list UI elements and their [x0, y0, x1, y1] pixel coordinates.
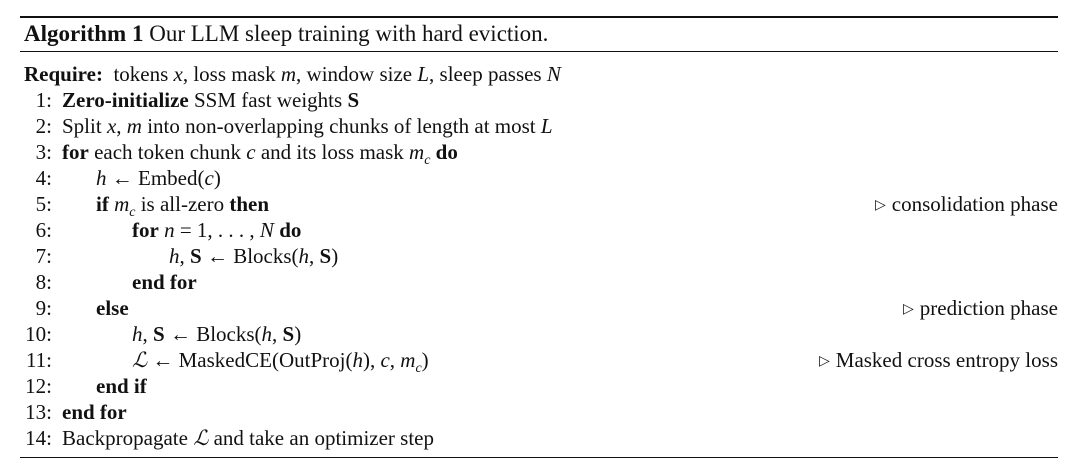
var-N: N: [259, 218, 274, 242]
keyword-do: do: [435, 140, 458, 164]
line-number: 5:: [35, 192, 52, 216]
caption-rule: [20, 51, 1058, 52]
comment: ▷ prediction phase: [903, 295, 1058, 325]
line-number: 9:: [35, 296, 52, 320]
arrow: ←: [169, 322, 191, 346]
var-mc: $m_c$: [400, 348, 422, 377]
var-c: c: [380, 348, 390, 372]
line-text: and take an optimizer step: [213, 426, 434, 450]
paren: ): [421, 348, 429, 372]
function-name: Blocks(: [196, 322, 262, 346]
line-number: 10:: [25, 322, 52, 346]
line-number: 8:: [35, 270, 52, 294]
keyword-else: else: [96, 296, 129, 320]
require-line: Require: tokens x, loss mask m, window size L, sleep passes N: [24, 62, 561, 86]
algo-line-4: [24, 165, 1058, 191]
triangle-right-icon: ▷: [875, 198, 886, 213]
var-c: c: [204, 166, 214, 190]
line-text: and its loss mask: [260, 140, 404, 164]
var-m: m: [280, 62, 297, 86]
algo-line-12: [24, 373, 1058, 399]
var-mc: $m_c$: [114, 192, 136, 221]
algo-line-3: [24, 139, 1058, 169]
var-S: S: [190, 244, 202, 268]
loss-symbol: ℒ: [193, 426, 209, 450]
var-L: L: [540, 114, 553, 138]
require-tokens: tokens: [113, 62, 169, 86]
line-number: 12:: [25, 374, 52, 398]
keyword-do: do: [279, 218, 302, 242]
var-h: h: [169, 244, 180, 268]
algorithm-title: Our LLM sleep training with hard eviction.: [149, 21, 549, 46]
algo-line-9: [24, 295, 1058, 321]
var-h: h: [298, 244, 310, 268]
algo-line-2: 2: Split x, m into non-overlapping chunks of length at most L: [24, 113, 1058, 139]
triangle-right-icon: ▷: [903, 302, 914, 317]
paren: ): [213, 166, 221, 190]
line-text: each token chunk: [94, 140, 242, 164]
keyword-for: for: [132, 218, 159, 242]
comment: ▷ Masked cross entropy loss: [819, 347, 1058, 377]
algo-line-10: 10: h, S ← Blocks(h, S): [25, 322, 302, 346]
var-x: x: [106, 114, 117, 138]
triangle-right-icon: ▷: [818, 354, 830, 369]
arrow: ←: [111, 166, 133, 190]
line-number: 7:: [35, 244, 52, 268]
var-S: S: [319, 244, 332, 268]
line-number: 2:: [35, 114, 52, 138]
algo-line-8: [24, 269, 1058, 295]
line-text: Backpropagate: [62, 426, 188, 450]
keyword-if: if: [96, 192, 109, 216]
line-number: 14:: [25, 426, 52, 450]
line-text: SSM fast weights: [194, 88, 343, 112]
require-sleep-passes: sleep passes: [439, 62, 542, 86]
line-number: 13:: [25, 400, 52, 424]
require-loss-mask: loss mask: [193, 62, 276, 86]
algo-line-14: [24, 425, 1058, 451]
algo-line-13: [24, 399, 1058, 425]
line-number: 11:: [25, 348, 52, 372]
var-n: n: [164, 218, 175, 242]
arrow: ←: [206, 244, 228, 268]
separator: ),: [362, 348, 381, 372]
require-window-size: window size: [306, 62, 413, 86]
keyword-end-for: end for: [62, 400, 127, 424]
var-S: S: [282, 322, 295, 346]
line-number: 1:: [35, 88, 52, 112]
algo-line-11: 11: ℒ ← MaskedCE(OutProj(h), c, $m_c$) ▷ Masked cross entropy loss: [25, 348, 1058, 377]
var-mc: $m_c$: [409, 140, 431, 169]
algo-line-5: [24, 191, 1058, 221]
var-h: h: [132, 322, 143, 346]
function-name: MaskedCE(OutProj(: [178, 348, 353, 372]
var-h: h: [352, 348, 363, 372]
keyword-end-for: end for: [132, 270, 197, 294]
line-text: Split: [62, 114, 102, 138]
function-name: Blocks(: [233, 244, 299, 268]
paren: ): [294, 322, 302, 346]
algorithm-caption: [24, 18, 548, 50]
algo-line-1: [24, 87, 1058, 113]
line-text: into non-overlapping chunks of length at most: [147, 114, 536, 138]
var-c: c: [246, 140, 256, 164]
var-h: h: [261, 322, 273, 346]
line-number: 6:: [35, 218, 52, 242]
loss-symbol: ℒ: [132, 348, 148, 372]
keyword: Zero-initialize: [62, 88, 189, 112]
line-number: 3:: [35, 140, 52, 164]
var-S: S: [153, 322, 165, 346]
bottom-rule: [20, 457, 1058, 458]
algo-line-6: [24, 217, 1058, 243]
keyword-end-if: end if: [96, 374, 147, 398]
keyword-for: for: [62, 140, 89, 164]
var-N: N: [546, 62, 561, 86]
var-S: S: [347, 88, 360, 112]
function-name: Embed(: [138, 166, 205, 190]
var-L: L: [417, 62, 430, 86]
comment: ▷ consolidation phase: [875, 191, 1058, 221]
line-number: 4:: [35, 166, 52, 190]
keyword-then: then: [229, 192, 270, 216]
require-keyword: Require:: [24, 62, 103, 86]
range: = 1, . . . ,: [174, 218, 260, 242]
var-h: h: [96, 166, 107, 190]
algorithm-label: Algorithm 1: [24, 21, 144, 46]
var-x: x: [173, 62, 183, 86]
arrow: ←: [152, 348, 174, 372]
paren: ): [331, 244, 339, 268]
line-text: is all-zero: [140, 192, 225, 216]
algo-line-7: 7: h, S ← Blocks(h, S): [24, 243, 1058, 269]
var-m: m: [126, 114, 142, 138]
